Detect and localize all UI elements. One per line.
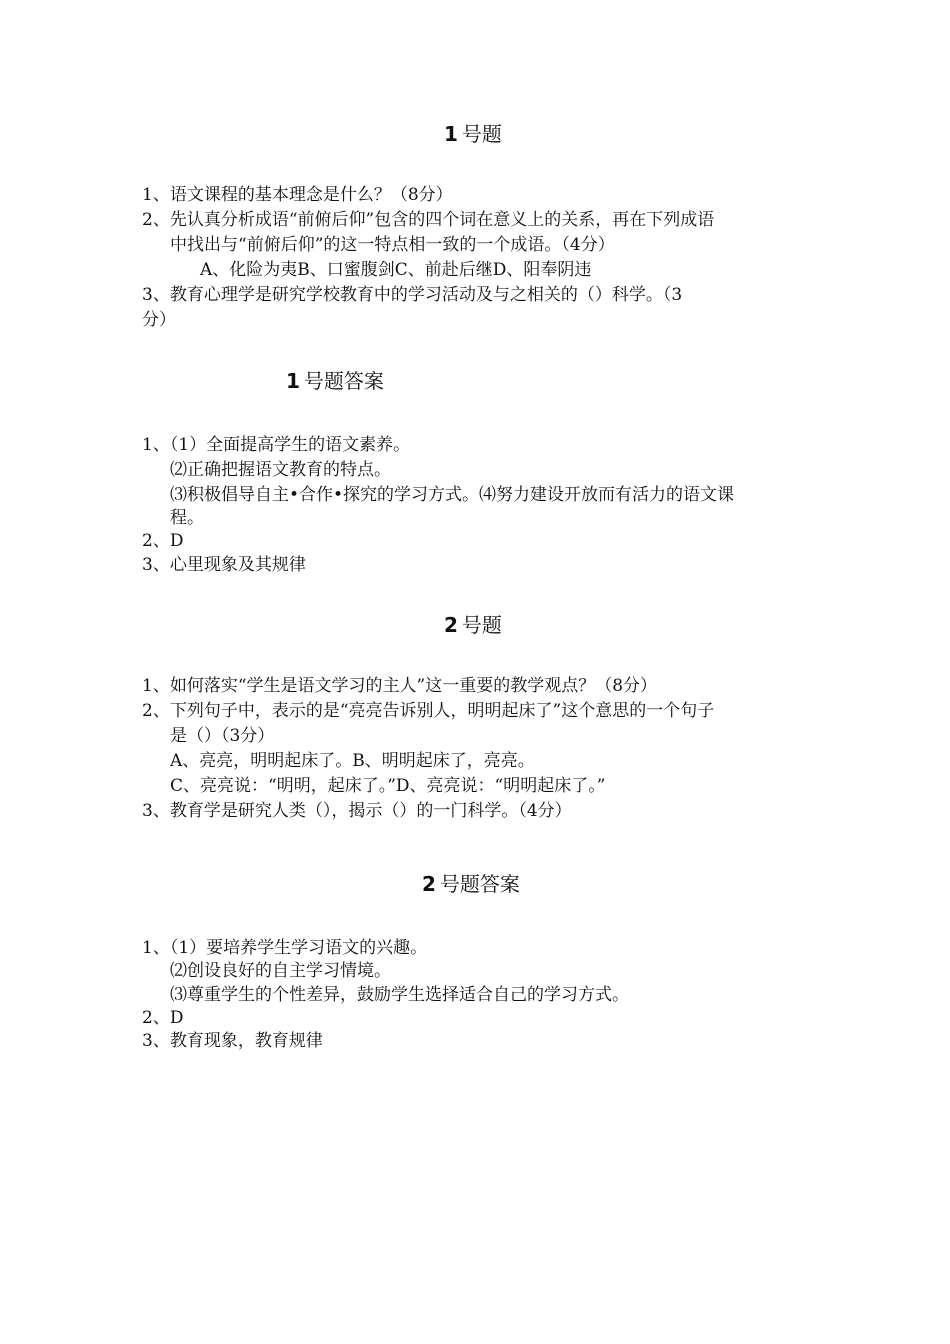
- answers2-title: [422, 871, 520, 897]
- answers1-answer-1-line1: 1、（1）全面提高学生的语文素养。: [142, 435, 411, 455]
- section2-title: [444, 612, 502, 638]
- section1-question-1: 1、语文课程的基本理念是什么？（8分）: [142, 185, 453, 205]
- section1-question-2-line2: 中找出与“前俯后仰”的这一特点相一致的一个成语。（4分）: [170, 235, 615, 255]
- answers2-answer-1-line3: ⑶尊重学生的个性差异，鼓励学生选择适合自己的学习方式。: [170, 985, 629, 1005]
- section2-question-2-line1: 2、下列句子中，表示的是“亮亮告诉别人，明明起床了”这个意思的一个句子: [142, 701, 715, 721]
- section2-question-2-options-cd: C、亮亮说：“明明，起床了。”D、亮亮说：“明明起床了。”: [170, 776, 606, 796]
- answers2-answer-1-line1: 1、（1）要培养学生学习语文的兴趣。: [142, 938, 428, 958]
- answers1-answer-3: 3、心里现象及其规律: [142, 555, 306, 575]
- answers1-title: [286, 368, 384, 394]
- section1-question-3-line2: 分）: [142, 310, 176, 330]
- answers1-answer-1-line4: 程。: [170, 508, 204, 528]
- section2-question-1: 1、如何落实“学生是语文学习的主人”这一重要的教学观点？（8分）: [142, 676, 658, 696]
- section1-question-3-line1: 3、教育心理学是研究学校教育中的学习活动及与之相关的（）科学。（3: [142, 285, 683, 305]
- section2-title-text: 号题: [461, 613, 502, 637]
- answers2-answer-2: 2、D: [142, 1008, 184, 1028]
- section2-question-2-options-ab: A、亮亮，明明起床了。B、明明起床了，亮亮。: [170, 751, 535, 771]
- answers1-answer-1-line3: ⑶积极倡导自主•合作•探究的学习方式。⑷努力建设开放而有活力的语文课: [170, 485, 735, 505]
- answers2-title-text: 号题答案: [439, 872, 520, 896]
- answers2-answer-3: 3、教育现象，教育规律: [142, 1031, 323, 1051]
- section2-question-2-line2: 是（）（3分）: [170, 726, 275, 746]
- answers1-title-number: 1: [286, 369, 300, 393]
- section1-title: [444, 121, 502, 147]
- section1-title-number: 1: [444, 122, 458, 146]
- answers2-title-number: 2: [422, 872, 436, 896]
- section2-title-number: 2: [444, 613, 458, 637]
- section2-question-3: 3、教育学是研究人类（），揭示（）的一门科学。（4分）: [142, 801, 572, 821]
- answers2-answer-1-line2: ⑵创设良好的自主学习情境。: [170, 961, 391, 981]
- section1-question-2-line1: 2、先认真分析成语“前俯后仰”包含的四个词在意义上的关系，再在下列成语: [142, 210, 715, 230]
- section1-title-text: 号题: [461, 122, 502, 146]
- answers1-title-text: 号题答案: [303, 369, 384, 393]
- answers1-answer-2: 2、D: [142, 531, 184, 551]
- section1-question-2-options: A、化险为夷B、口蜜腹剑C、前赴后继D、阳奉阴违: [200, 260, 592, 280]
- answers1-answer-1-line2: ⑵正确把握语文教育的特点。: [170, 460, 391, 480]
